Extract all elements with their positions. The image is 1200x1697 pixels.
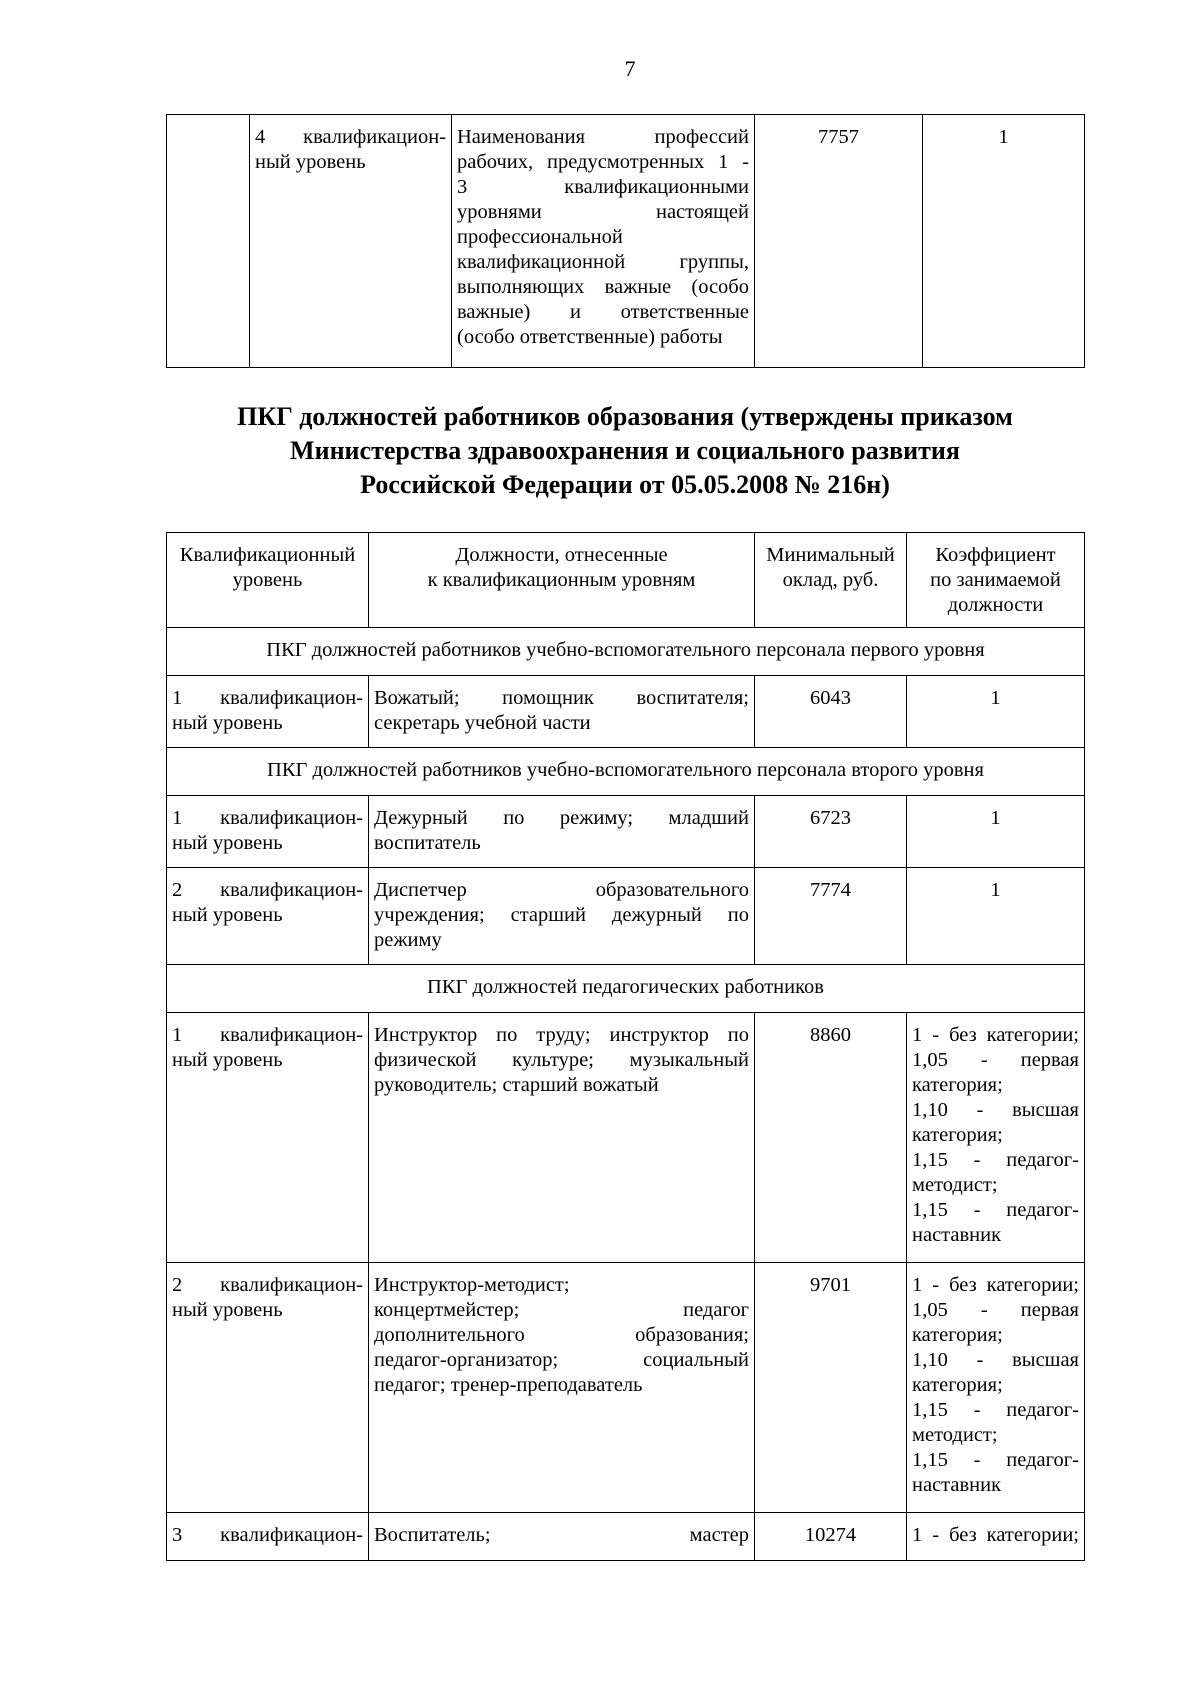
cell-line: ный уровень [172,904,283,926]
cell-line: Воспитатель; мастер [374,1524,749,1546]
cell-line: уровнями настоящей [457,201,749,223]
cell-line: 3 квалификационными [457,176,749,198]
cell-line: руководитель; старший вожатый [374,1074,659,1096]
coefficient-cell [907,1263,1085,1513]
cell-line: концертмейстер; педагог [374,1299,749,1321]
cell-line: Инструктор-методист; [374,1274,570,1296]
table-row [167,676,1085,748]
coefficient-cell: 1 [907,796,1085,868]
cell-line: 1 - без категории; [912,1524,1079,1546]
cell-line: Диспетчер образовательного [374,879,749,901]
qualification-level-cell [250,115,452,368]
table-row [167,868,1085,965]
cell-line: ный уровень [172,832,283,854]
group-title: ПКГ должностей работников учебно-вспомогательного персонала второго уровня [167,748,1085,796]
positions-cell [369,1513,755,1561]
heading-line: ПКГ должностей работников образования (утверждены приказом [237,402,1013,431]
profession-cell [452,115,755,368]
salary-cell: 7757 [755,115,923,368]
table-row [167,115,1085,368]
salary-table [166,532,1085,1561]
salary-cell: 9701 [755,1263,907,1513]
cell-line: Вожатый; помощник воспитателя; [374,687,749,709]
coefficient-cell: 1 [907,676,1085,748]
coefficient-cell: 1 [923,115,1085,368]
cell-line: Дежурный по режиму; младший [374,807,749,829]
cell-line: 4 квалификацион- [255,126,446,148]
group-title: ПКГ должностей работников учебно-вспомогательного персонала первого уровня [167,628,1085,676]
cell-line: ный уровень [172,1049,283,1071]
cell-line: педагог-организатор; социальный [374,1349,749,1371]
table-row [167,796,1085,868]
cell-line: методист; [912,1174,998,1196]
table-row [167,1513,1085,1561]
header-coefficient [907,533,1085,628]
qualification-level-cell [167,1013,369,1263]
salary-cell: 10274 [755,1513,907,1561]
qualification-level-cell [167,796,369,868]
group-header-row [167,628,1085,676]
cell-line: наставник [912,1224,1002,1246]
salary-cell: 8860 [755,1013,907,1263]
cell-line: квалификационной группы, [457,251,749,273]
header-line: Квалификационный [179,544,356,566]
header-line: оклад, руб. [782,569,879,591]
group-title: ПКГ должностей педагогических работников [167,965,1085,1013]
cell-line: режиму [374,929,442,951]
header-line: по занимаемой [930,569,1061,591]
header-line: к квалификационным уровням [427,569,696,591]
cell-line: секретарь учебной части [374,712,591,734]
header-level [167,533,369,628]
cell-line: 2 квалификацион- [172,1274,363,1296]
cell-line: профессиональной [457,226,623,248]
cell-line: дополнительного образования; [374,1324,749,1346]
cell-line: 1,10 - высшая [912,1099,1079,1121]
cell-line: выполняющих важные (особо [457,276,749,298]
header-line: уровень [232,569,303,591]
cell-line: 1,15 - педагог- [912,1449,1079,1471]
cell-line: ный уровень [255,151,366,173]
cell-line: 1,15 - педагог- [912,1199,1079,1221]
coefficient-cell [907,1013,1085,1263]
cell-line: 1,05 - первая [912,1049,1079,1071]
positions-cell [369,1263,755,1513]
cell-line: важные) и ответственные [457,301,749,323]
cell-line: 1,10 - высшая [912,1349,1079,1371]
salary-cell: 7774 [755,868,907,965]
positions-cell [369,676,755,748]
cell-line: учреждения; старший дежурный по [374,904,749,926]
cell-line: 1 квалификацион- [172,807,363,829]
cell-line: воспитатель [374,832,481,854]
cell-line: 2 квалификацион- [172,879,363,901]
section-heading [166,400,1084,502]
cell-line: категория; [912,1074,1003,1096]
cell-line: ный уровень [172,1299,283,1321]
cell-line: рабочих, предусмотренных 1 - [457,151,749,173]
table-header-row [167,533,1085,628]
cell-line: категория; [912,1324,1003,1346]
qualification-level-cell [167,676,369,748]
heading-line: Министерства здравоохранения и социального развития [290,436,960,465]
cell-line: Наименования профессий [457,126,749,148]
salary-cell: 6723 [755,796,907,868]
header-line: Минимальный [766,544,895,566]
header-line: Должности, отнесенные [455,544,668,566]
header-positions [369,533,755,628]
cell-line: 3 квалификацион- [172,1524,363,1546]
qualification-level-cell [167,1513,369,1561]
cell-line: педагог; тренер-преподаватель [374,1374,643,1396]
cell-line: 1,15 - педагог- [912,1149,1079,1171]
cell-line: категория; [912,1374,1003,1396]
coefficient-cell [907,1513,1085,1561]
qualification-level-cell [167,868,369,965]
salary-cell: 6043 [755,676,907,748]
cell-line: категория; [912,1124,1003,1146]
page-number: 7 [624,56,636,81]
cell-line: 1,05 - первая [912,1299,1079,1321]
cell-line: 1 квалификацион- [172,687,363,709]
positions-cell [369,796,755,868]
cell-line: Инструктор по труду; инструктор по [374,1024,749,1046]
group-header-row [167,748,1085,796]
cell-line: наставник [912,1474,1002,1496]
table-row [167,1013,1085,1263]
cell-line: ный уровень [172,712,283,734]
cell-line: 1 квалификацион- [172,1024,363,1046]
cell-line: физической культуре; музыкальный [374,1049,749,1071]
cell-line: 1 - без категории; [912,1274,1079,1296]
cell-line: 1,15 - педагог- [912,1399,1079,1421]
cell-line: методист; [912,1424,998,1446]
qualification-level-cell [167,1263,369,1513]
cell-line: (особо ответственные) работы [457,326,723,348]
coefficient-cell: 1 [907,868,1085,965]
table-row [167,1263,1085,1513]
header-salary [755,533,907,628]
positions-cell [369,868,755,965]
group-header-row [167,965,1085,1013]
cell-line: 1 - без категории; [912,1024,1079,1046]
continuation-table [166,114,1085,368]
empty-cell [167,115,250,368]
header-line: должности [947,594,1044,616]
heading-line: Российской Федерации от 05.05.2008 № 216н) [360,470,890,499]
positions-cell [369,1013,755,1263]
header-line: Коэффициент [935,544,1056,566]
